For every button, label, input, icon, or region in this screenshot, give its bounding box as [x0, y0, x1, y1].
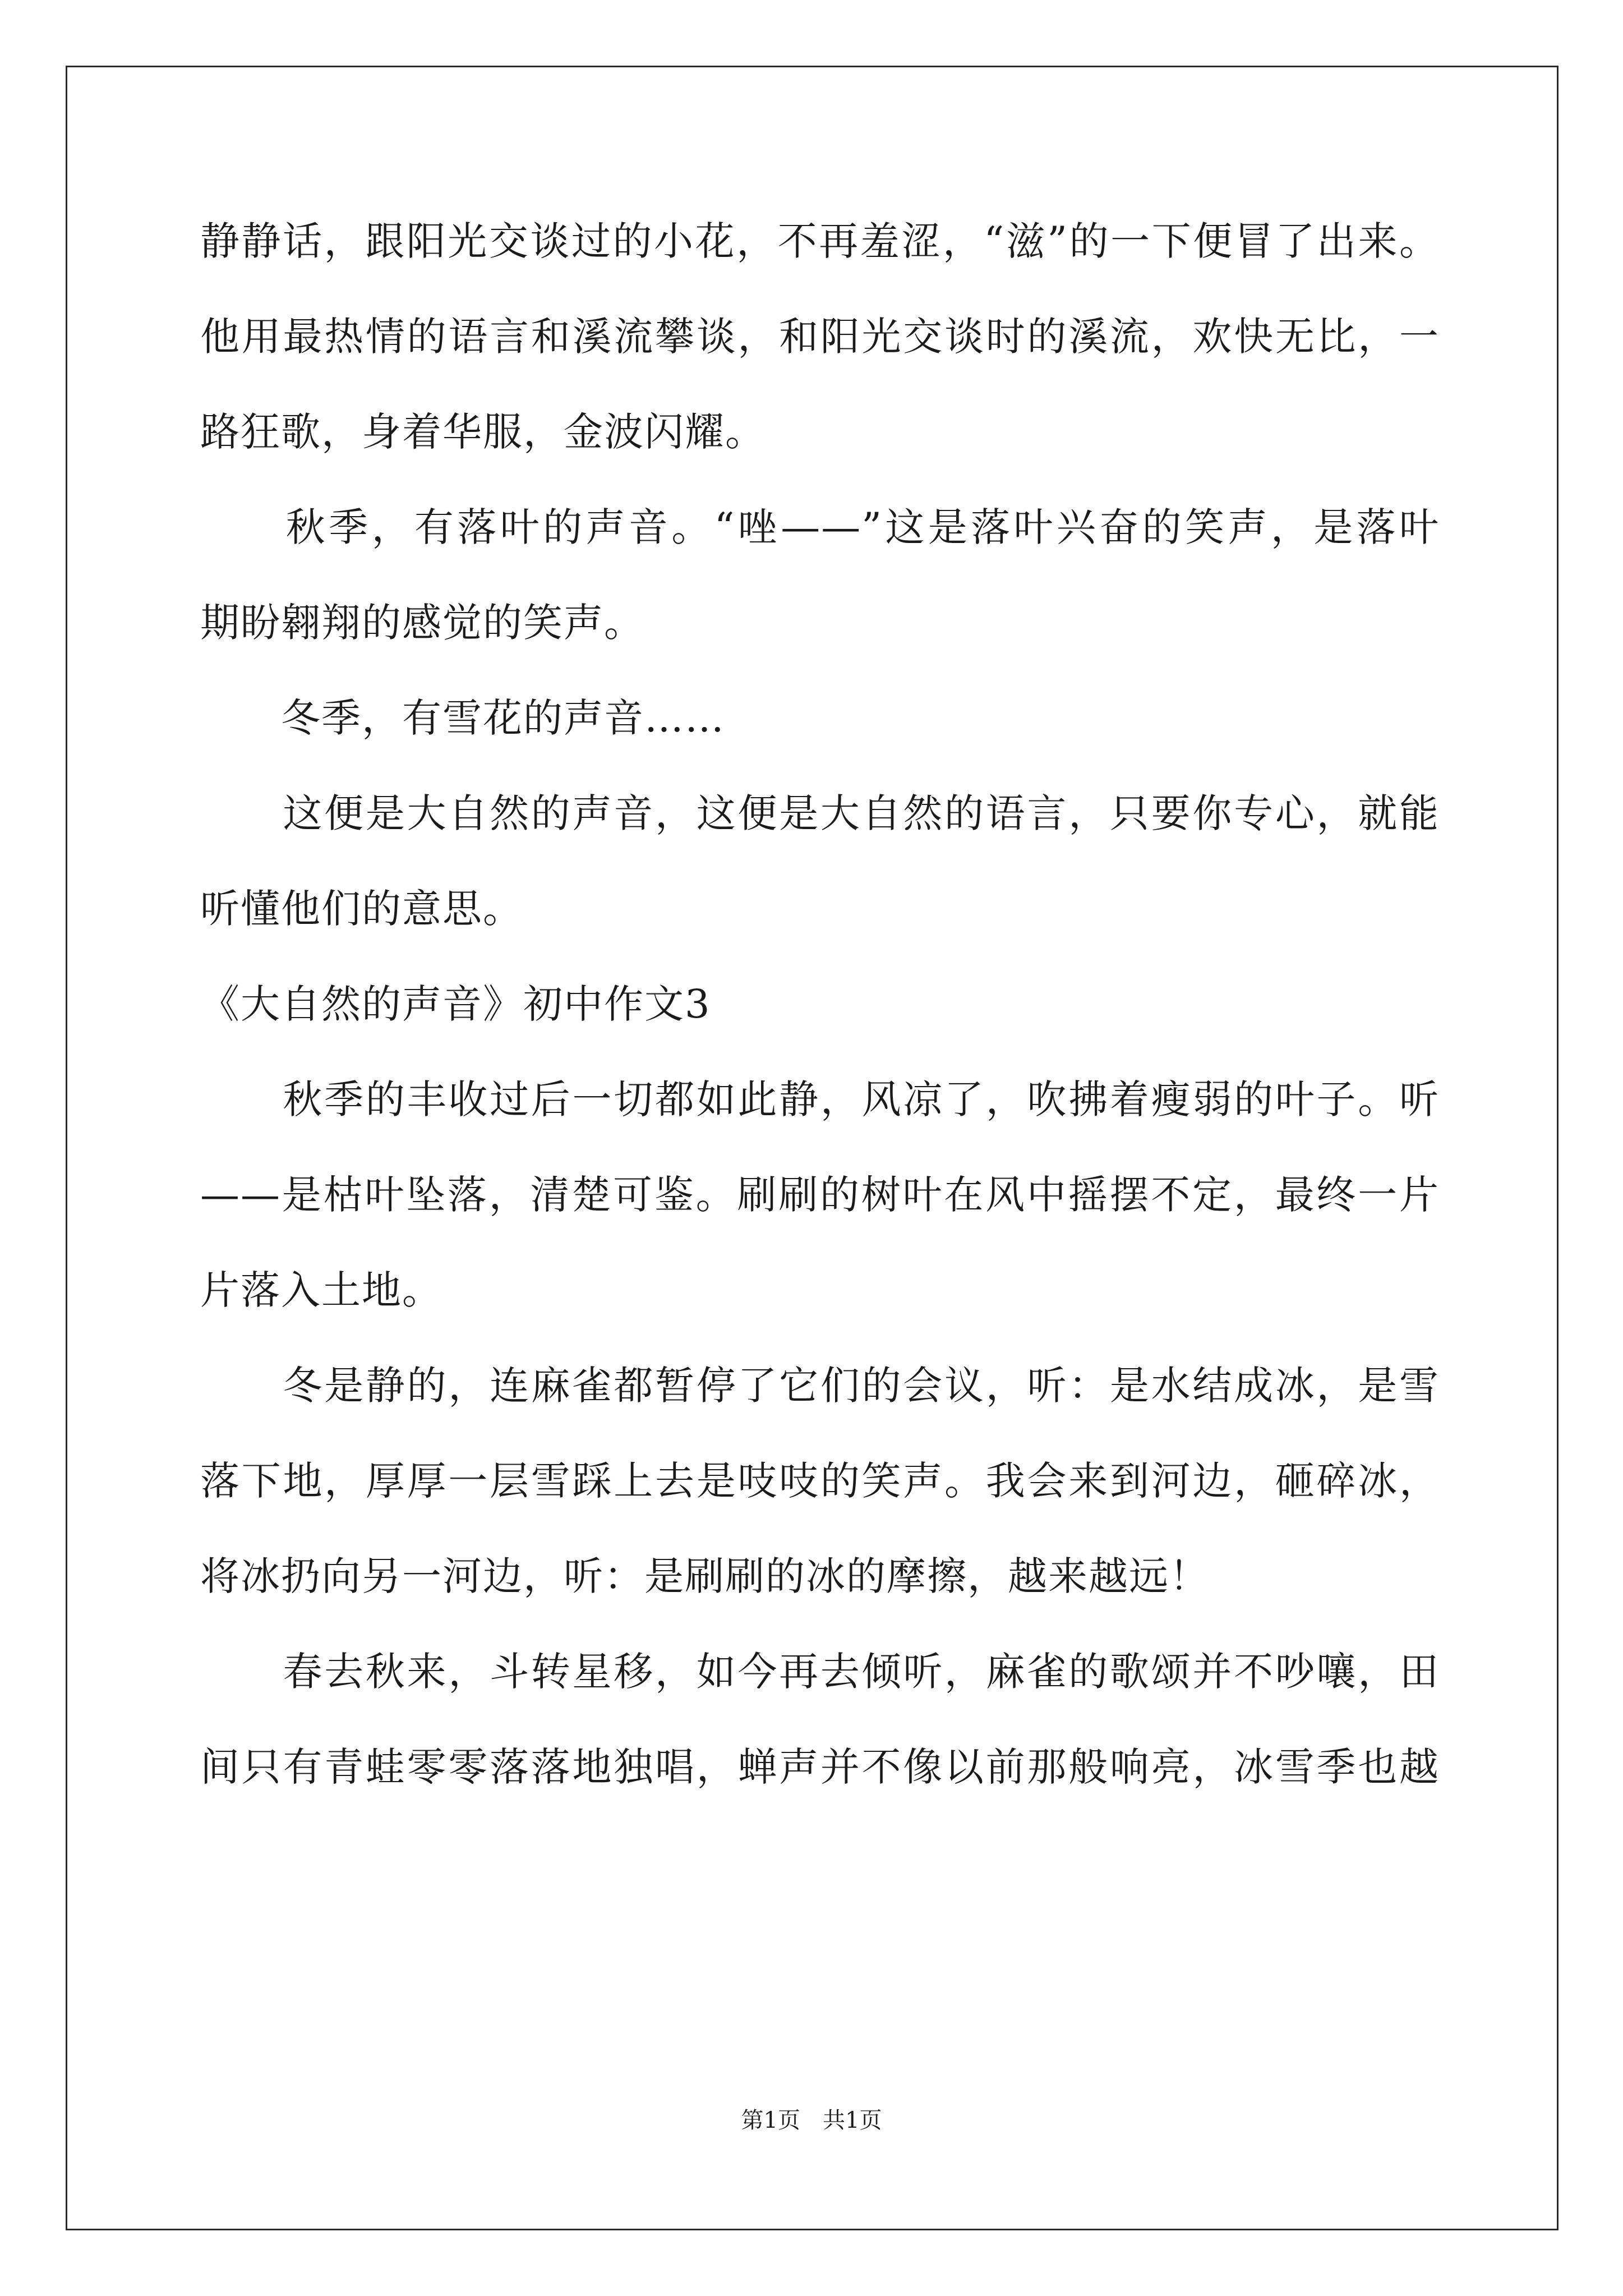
text-line: 秋季，有落叶的声音。“唑——”这是落叶兴奋的笑声，是落叶 — [200, 504, 1440, 550]
page-footer: 第1页 共1页 — [741, 2108, 882, 2133]
text-line: 这便是大自然的声音，这便是大自然的语言，只要你专心，就能 — [200, 790, 1440, 836]
text-line: 落下地，厚厚一层雪踩上去是吱吱的笑声。我会来到河边，砸碎冰， — [200, 1458, 1440, 1504]
text-line: 静静话，跟阳光交谈过的小花，不再羞涩，“滋”的一下便冒了出来。 — [200, 218, 1440, 264]
page-border — [66, 66, 1559, 2230]
text-line: 路狂歌，身着华服，金波闪耀。 — [200, 409, 766, 455]
text-line: 期盼翱翔的感觉的笑声。 — [200, 600, 644, 646]
text-line: 将冰扔向另一河边，听：是刷刷的冰的摩擦，越来越远！ — [200, 1553, 1210, 1599]
text-line: 他用最热情的语言和溪流攀谈，和阳光交谈时的溪流，欢快无比，一 — [200, 314, 1440, 360]
text-line: 片落入土地。 — [200, 1267, 442, 1313]
text-line: 冬是静的，连麻雀都暂停了它们的会议，听：是水结成冰，是雪 — [200, 1363, 1440, 1409]
text-line: 秋季的丰收过后一切都如此静，风凉了，吹拂着瘦弱的叶子。听 — [200, 1076, 1440, 1122]
text-line: ——是枯叶坠落，清楚可鉴。刷刷的树叶在风中摇摆不定，最终一片 — [200, 1172, 1440, 1218]
text-line: 间只有青蛙零零落落地独唱，蝉声并不像以前那般响亮，冰雪季也越 — [200, 1744, 1440, 1790]
text-line: 冬季，有雪花的声音…… — [200, 695, 725, 741]
section-heading: 《大自然的声音》初中作文3 — [200, 981, 711, 1027]
text-line: 春去秋来，斗转星移，如今再去倾听，麻雀的歌颂并不吵嚷，田 — [200, 1649, 1440, 1695]
text-line: 听懂他们的意思。 — [200, 886, 523, 932]
